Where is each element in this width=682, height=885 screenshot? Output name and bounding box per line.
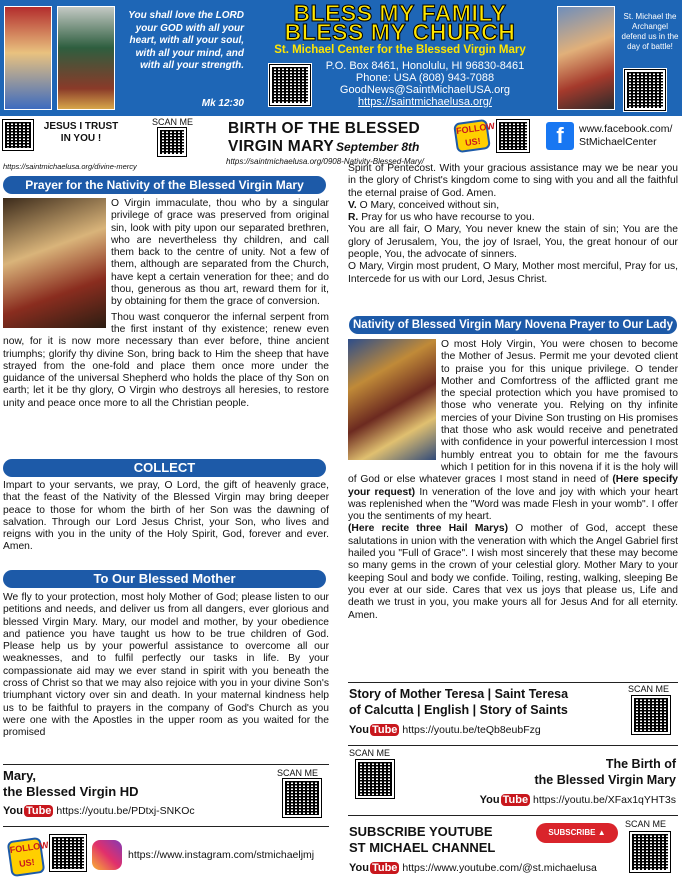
- follow-us-badge[interactable]: FOLLOW US!: [453, 119, 491, 153]
- right-prayer-text: [348, 163, 678, 286]
- subscribe-title: [349, 824, 495, 856]
- divider: [3, 764, 329, 765]
- birth-title-line2: VIRGIN MARY: [228, 138, 335, 155]
- channel-link[interactable]: [349, 862, 597, 874]
- mary-video-title-line1: Mary,: [3, 768, 36, 783]
- mother-heading: To Our Blessed Mother: [3, 570, 326, 588]
- teresa-video-title: [349, 686, 568, 718]
- teresa-qr-code[interactable]: [632, 696, 670, 734]
- facebook-url-line1: www.facebook.com/: [579, 123, 673, 135]
- birth-video-title-line1: The Birth of: [605, 757, 676, 771]
- teresa-video-link[interactable]: [349, 724, 541, 736]
- birth-video-qr-code[interactable]: [356, 760, 394, 798]
- divider: [348, 682, 678, 683]
- divider: [348, 745, 678, 746]
- collect-heading: COLLECT: [3, 459, 326, 477]
- facebook-qr-code[interactable]: [497, 120, 529, 152]
- st-michael-prayer: St. Michael the Archangel defend us in the day of battle!: [621, 12, 679, 51]
- subscribe-title-line1: SUBSCRIBE YOUTUBE: [349, 824, 493, 839]
- nativity-painting: [3, 198, 106, 328]
- nativity-url[interactable]: https://saintmichaelusa.org/0908-Nativity-Blessed-Mary/: [226, 157, 424, 166]
- novena-body: [348, 339, 678, 622]
- scan-me-label: SCAN ME: [625, 819, 667, 829]
- header-banner: [0, 0, 682, 116]
- scan-me-label: SCAN ME: [628, 684, 670, 694]
- prayer-paragraph-1: O Virgin immaculate, thou who by a singular privilege of grace was preserved from original sin, look with pity upon our separated brethren, who are nevertheless thy children, and call them back to the centre of unity. Not a few of them, although are separated from the Church, have kept a certain veneration for thee; and do thou, generous as thou art, reward them for it, by obtaining for them the grace of conversion.: [111, 198, 329, 308]
- birth-video-url: https://youtu.be/XFax1qYHT3s: [533, 794, 676, 806]
- scan-me-label: SCAN ME: [152, 117, 194, 127]
- instagram-qr-code[interactable]: [50, 835, 86, 871]
- instagram-icon[interactable]: [92, 840, 122, 870]
- mary-video-title: [3, 768, 139, 800]
- divider: [3, 826, 329, 827]
- mary-video-qr-code[interactable]: [283, 779, 321, 817]
- facebook-url-line2: StMichaelCenter: [579, 136, 657, 148]
- channel-qr-code[interactable]: [630, 832, 670, 872]
- michael-qr-code[interactable]: [623, 68, 667, 112]
- facebook-url[interactable]: [579, 123, 672, 149]
- divine-mercy-qr-code[interactable]: [3, 120, 33, 150]
- mailing-address: P.O. Box 8461, Honolulu, HI 96830-8461: [325, 60, 525, 72]
- mary-video-title-line2: the Blessed Virgin HD: [3, 784, 139, 799]
- collect-body: Impart to your servants, we pray, O Lord, the gift of heavenly grace, that the feast of the Nativity of the Blessed Virgin may bring deeper peace to those for whom the birth of her Son was the dawning of salvation. Through our Lord Jesus Christ, your Son, who lives and reigns with you in the unity of the Holy Spirit, God, forever and ever. Amen.: [3, 480, 329, 553]
- versicle: V. O Mary, conceived without sin,: [348, 199, 500, 211]
- response: R. Pray for us who have recourse to you.: [348, 212, 535, 224]
- subscribe-button[interactable]: [536, 823, 618, 843]
- divider: [348, 815, 678, 816]
- right-paragraph-2: You are all fair, O Mary, You never knew the stain of sin; You are the glory of Jerusalem, You, the joy of Israel, You, the great honour of our people, You, the advocate of sinners.: [348, 224, 678, 261]
- email[interactable]: GoodNews@SaintMichaelUSA.org: [339, 84, 511, 96]
- phone: Phone: USA (808) 943-7088: [355, 72, 495, 84]
- mother-body: We fly to your protection, most holy Mother of God; please listen to our petitions and needs, and deliver us from all dangers, ever glorious and blessed Virgin Mary. Mary, our model and mother, by your obedience and patience you have taught us how to be true children of God. Please help us by your powerful assistance to overcome all our weaknesses, and to fulfil perfectly our tasks in life. By your compassionate aid may we ever stand in spirit with you beneath the cross of Christ so that we may also rejoice with you in your divine Son's triumphant victory over sin and death. In your maternal kindness help us to be faithful to prayers in the company of God's Church as you were one with the Apostles in the upper room as you waited for the promised: [3, 592, 329, 739]
- mary-video-url: https://youtu.be/PDtxj-SNKOc: [56, 805, 195, 817]
- birth-video-title-line2: the Blessed Virgin Mary: [534, 773, 676, 787]
- jesus-trust-text: JESUS I TRUST IN YOU !: [43, 121, 119, 144]
- right-paragraph-1: Spirit of Pentecost. With your gracious assistance may we be near you in the glory of Christ's kingdom come to sing with you and all the faithful the eternal praise of God. Amen.: [348, 163, 678, 199]
- feast-date: September 8th: [336, 140, 420, 154]
- header-qr-code[interactable]: [268, 63, 312, 107]
- youtube-icon: You Tube: [349, 862, 398, 874]
- prayer-nativity-heading: Prayer for the Nativity of the Blessed Virgin Mary: [3, 176, 326, 194]
- youtube-icon: You Tube: [479, 794, 529, 806]
- scan-me-label: SCAN ME: [277, 768, 319, 778]
- divine-mercy-url[interactable]: https://saintmichaelusa.org/divine-mercy: [3, 162, 137, 171]
- scripture-reference: Mk 12:30: [201, 98, 244, 109]
- website-link[interactable]: https://saintmichaelusa.org/: [358, 96, 492, 108]
- scripture-quote: You shall love the LORD your GOD with all your heart, with all your soul, with all your mind, and with all your strength.: [128, 10, 244, 71]
- teresa-video-url: https://youtu.be/teQb8eubFzg: [402, 724, 541, 736]
- st-michael-image: [557, 6, 615, 110]
- birth-video-link[interactable]: [470, 794, 676, 806]
- follow-us-badge[interactable]: FOLLOW US!: [7, 837, 46, 877]
- nativity-qr-code[interactable]: [158, 128, 186, 156]
- birth-title-line1: BIRTH OF THE BLESSED: [228, 120, 421, 137]
- prayer-paragraph-2: Thou wast conqueror the infernal serpent from the first instant of thy existence; renew even now, for it is now more necessary than ever before, thine ancient triumphs; glorify thy divine Son, bring back to Him the sheep that have strayed from the one-fold and place them once more under the guidance of the universal Shepherd who holds the place of thy Son on earth; let it be thy glory, O Virgin who destroys all heresies, to restore unity and peace once more to all the Christian people.: [3, 311, 329, 409]
- instagram-url[interactable]: https://www.instagram.com/stmichaeljmj: [128, 849, 315, 861]
- novena-text: O most Holy Virgin, You were chosen to become the Mother of Jesus. Permit me your devoted client to praise you for this unique privilege. O tender Mother and Comfortress of the afflicted grant me the special protection which you have promised to those who venerate you. Relying on thy infinite mercies of your Divine Son trusting on His promises that those who ask would receive and penetrated with confidence in your powerful intercession I most humbly entreat you to obtain for me the favours which I petition for in this novena if it is the holy will of God or else whatever graces I most stand in need of (Here specify your request) In veneration of the love and joy with which your heart was replenished when the "Word was made Flesh in your womb". I offer you the sentiments of my heart. (Here recite three Hail Marys) O mother of God, accept these salutations in union with the veneration with which the Angel Gabriel first hailed you "Full of Grace". I wish most sincerely that these may become so many gems in the crown of your celestial glory. Mother Mary to your keeping Soul and body we confide. Toiling, resting, walking, sleeping Be you ever at our side. Cares that vex us joys that please us, Life and death we trust in you, you make yours all for Jesus And for all eternity. Amen.: [348, 339, 678, 621]
- prayer-nativity-body: [3, 198, 329, 410]
- youtube-icon: You Tube: [3, 805, 52, 817]
- teresa-video-title-line1: Story of Mother Teresa | Saint Teresa: [349, 687, 569, 701]
- guadalupe-image: [57, 6, 115, 110]
- birth-video-title: [430, 756, 676, 788]
- scan-me-label: SCAN ME: [349, 748, 391, 758]
- center-name: St. Michael Center for the Blessed Virgin Mary: [274, 44, 526, 56]
- right-paragraph-3: O Mary, Virgin most prudent, O Mary, Mother most merciful, Pray for us, Intercede for us with our Lord, Jesus Christ.: [348, 261, 678, 285]
- mary-video-link[interactable]: [3, 805, 195, 817]
- subscribe-title-line2: ST MICHAEL CHANNEL: [349, 840, 496, 855]
- youtube-icon: You Tube: [349, 724, 398, 736]
- subscribe-button-label: SUBSCRIBE: [548, 828, 596, 837]
- stained-glass-image: [348, 339, 436, 460]
- channel-url: https://www.youtube.com/@st.michaelusa: [402, 862, 597, 874]
- title-bless-family: BLESS MY FAMILY: [293, 0, 507, 26]
- divine-mercy-image: [4, 6, 52, 110]
- teresa-video-title-line2: of Calcutta | English | Story of Saints: [349, 703, 568, 717]
- facebook-icon[interactable]: f: [546, 122, 574, 150]
- novena-heading: Nativity of Blessed Virgin Mary Novena Prayer to Our Lady: [349, 316, 677, 334]
- title-bless-church: BLESS MY CHURCH: [284, 19, 516, 45]
- bell-icon: ▲: [597, 828, 606, 837]
